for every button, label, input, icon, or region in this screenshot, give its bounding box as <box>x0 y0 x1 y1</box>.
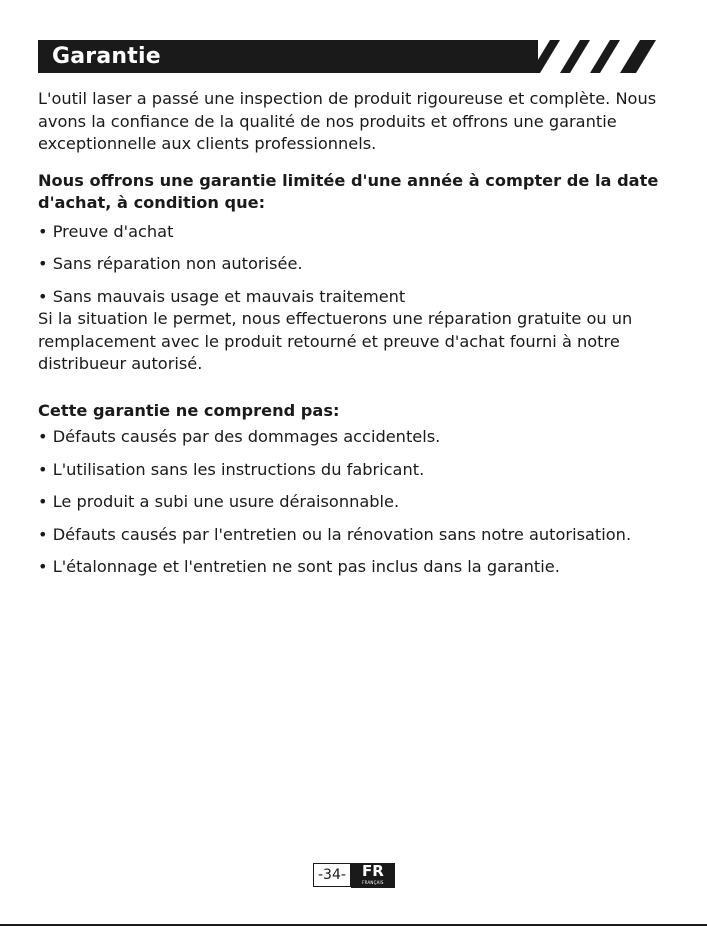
page-footer <box>313 863 395 888</box>
exclusion-item: • L'étalonnage et l'entretien ne sont pas inclus dans la garantie. <box>38 557 560 576</box>
exclusion-item: • Le produit a subi une usure déraisonnable. <box>38 492 400 511</box>
language-code: FR <box>362 862 384 880</box>
offer-heading: Nous offrons une garantie limitée d'une année à compter de la date d'achat, à condition que: <box>38 170 659 212</box>
exclusion-item: • L'utilisation sans les instructions du fabricant. <box>38 459 425 479</box>
language-name: FRANÇAIS <box>362 880 384 885</box>
section-title: Garantie <box>52 44 161 69</box>
header-stripes-decoration <box>530 40 660 73</box>
language-badge <box>351 863 395 888</box>
exclusions-heading: Cette garantie ne comprend pas: <box>38 400 340 420</box>
bottom-divider <box>0 924 707 926</box>
condition-item: • Sans mauvais usage et mauvais traitement <box>38 286 406 306</box>
section-header-bar <box>38 40 538 73</box>
page-number: -34- <box>313 863 351 887</box>
condition-item: • Sans réparation non autorisée. <box>38 254 303 273</box>
exclusion-item: • Défauts causés par des dommages accidentels. <box>38 427 441 446</box>
warranty-content <box>38 88 668 579</box>
exclusion-item: • Défauts causés par l'entretien ou la rénovation sans notre autorisation. <box>38 524 632 544</box>
repair-note: Si la situation le permet, nous effectuerons une réparation gratuite ou un remplacement avec le produit retourné et preuve d'achat fourni à notre distribueur autorisé. <box>38 309 633 373</box>
condition-item: • Preuve d'achat <box>38 221 174 241</box>
intro-paragraph: L'outil laser a passé une inspection de produit rigoureuse et complète. Nous avons la confiance de la qualité de nos produits et offrons une garantie exceptionnelle aux clients professionnels. <box>38 89 657 153</box>
